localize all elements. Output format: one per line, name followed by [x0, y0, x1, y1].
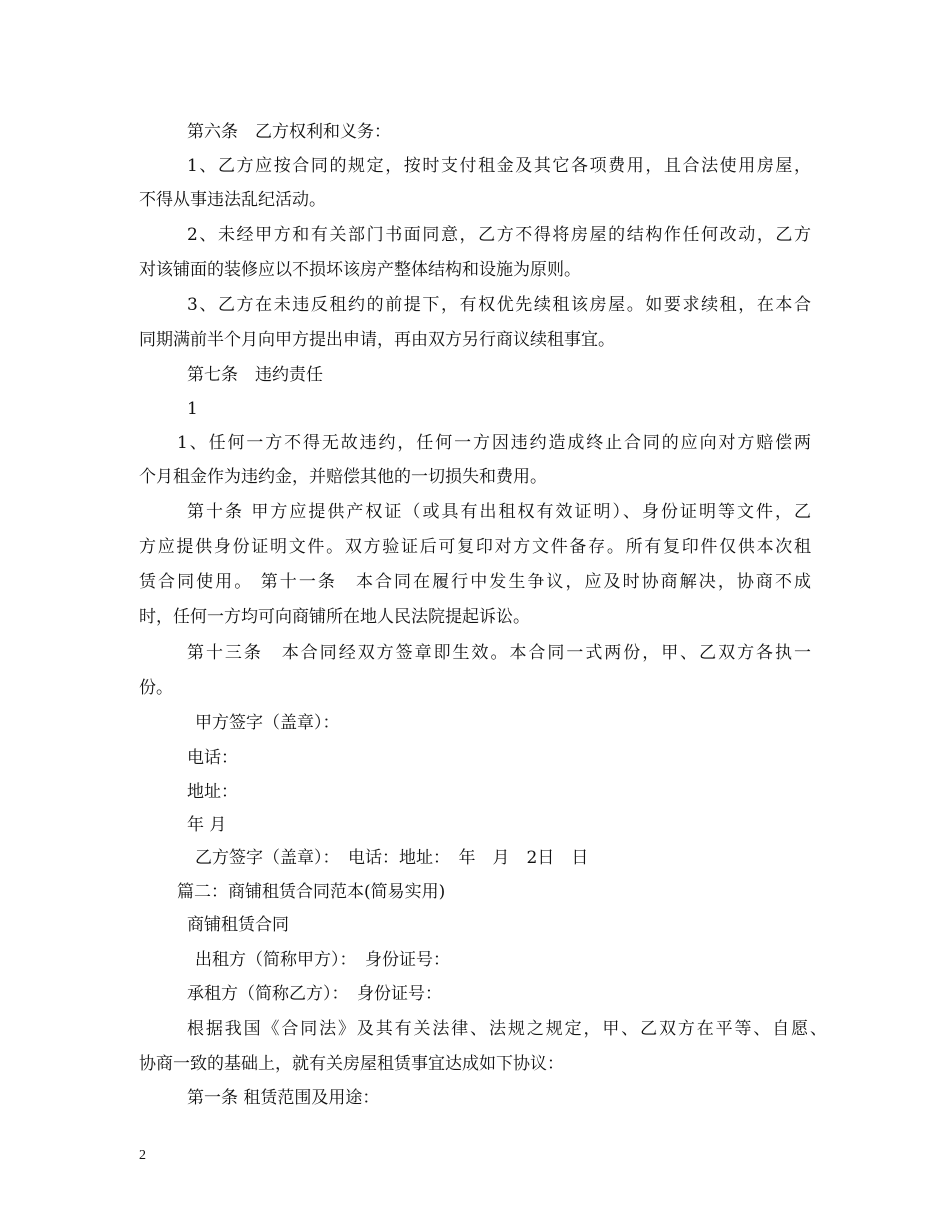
article-13-line-2: 份。 [139, 678, 173, 698]
article-6-clause-1-line-2: 不得从事违法乱纪活动。 [139, 190, 326, 210]
article-6-clause-3-line-1: 3、乙方在未违反租约的前提下，有权优先续租该房屋。如要求续租，在本合 [187, 295, 811, 315]
article-6-clause-3-line-2: 同期满前半个月向甲方提出申请，再由双方另行商议续租事宜。 [139, 330, 615, 350]
article-1-heading: 第一条 租赁范围及用途： [187, 1088, 380, 1108]
party-a-signature: 甲方签字（盖章）： [195, 713, 340, 733]
stray-number: 1 [187, 399, 198, 419]
article-6-clause-2-line-1: 2、未经甲方和有关部门书面同意，乙方不得将房屋的结构作任何改动，乙方 [187, 225, 811, 245]
article-10-11-line-3: 赁合同使用。 第十一条 本合同在履行中发生争议，应及时协商解决，协商不成 [139, 572, 811, 592]
party-a-phone: 电话： [187, 748, 238, 768]
article-6-heading: 第六条 乙方权利和义务： [187, 122, 391, 142]
section-2-title: 篇二：商铺租赁合同范本(简易实用) [177, 882, 446, 902]
article-7-clause-1-line-2: 个月租金作为违约金，并赔偿其他的一切损失和费用。 [139, 467, 547, 487]
article-6-clause-1-line-1: 1、乙方应按合同的规定，按时支付租金及其它各项费用，且合法使用房屋， [187, 156, 811, 176]
article-6-clause-2-line-2: 对该铺面的装修应以不损坏该房产整体结构和设施为原则。 [139, 260, 581, 280]
article-7-clause-1-line-1: 1、任何一方不得无故违约，任何一方因违约造成终止合同的应向对方赔偿两 [177, 433, 811, 453]
lessor-line: 出租方（简称甲方）： 身份证号： [195, 950, 450, 970]
article-10-line-2: 方应提供身份证明文件。双方验证后可复印对方文件备存。所有复印件仅供本次租 [139, 537, 811, 557]
article-11-line-4: 时，任何一方均可向商铺所在地人民法院提起诉讼。 [139, 607, 530, 627]
lessee-line: 承租方（简称乙方）： 身份证号： [187, 984, 442, 1004]
party-a-address: 地址： [187, 782, 238, 802]
article-13-line-1: 第十三条 本合同经双方签章即生效。本合同一式两份，甲、乙双方各执一 [187, 643, 811, 663]
article-7-heading: 第七条 违约责任 [187, 365, 323, 385]
preamble-line-1: 根据我国《合同法》及其有关法律、法规之规定，甲、乙双方在平等、自愿、 [187, 1019, 827, 1039]
page-number: 2 [139, 1148, 146, 1163]
preamble-line-2: 协商一致的基础上，就有关房屋租赁事宜达成如下协议： [139, 1054, 564, 1074]
party-b-signature-line: 乙方签字（盖章）： 电话：地址： 年 月 2日 日 [195, 848, 589, 868]
party-a-date: 年 月 [187, 815, 227, 835]
article-10-line-1: 第十条 甲方应提供产权证（或具有出租权有效证明）、身份证明等文件，乙 [187, 502, 811, 522]
contract-title: 商铺租赁合同 [187, 915, 289, 935]
